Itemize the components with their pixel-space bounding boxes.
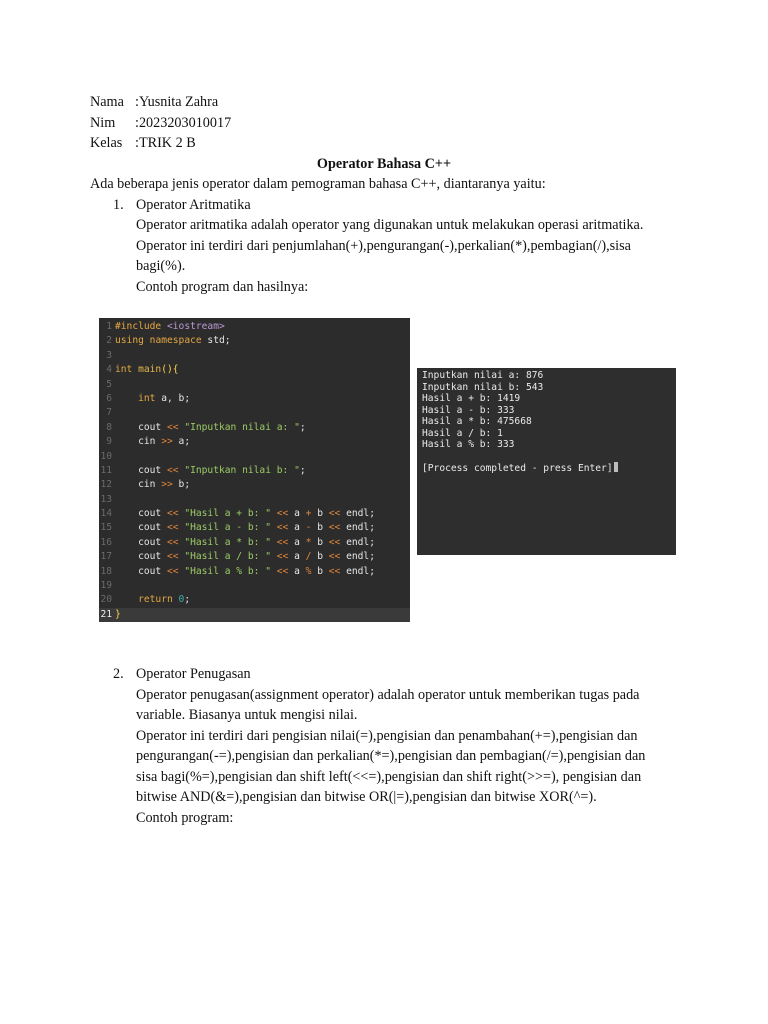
section2-line4: pengurangan(-=),pengisian dan perkalian(*=),pengisian dan pembagian(/=),pengisian dan: [136, 748, 646, 764]
code-text: cout << "Inputkan nilai b: ";: [115, 464, 306, 476]
terminal-line: Hasil a % b: 333: [422, 439, 515, 450]
terminal-line: Hasil a * b: 475668: [422, 416, 532, 427]
code-line: [99, 565, 410, 579]
class-label: Kelas: [90, 135, 123, 151]
section2-line5: sisa bagi(%=),pengisian dan shift left(<<=),pengisian dan shift right(>>=), pengisian dan: [136, 768, 642, 785]
section2-line1: Operator penugasan(assignment operator) adalah operator untuk memberikan tugas pada: [136, 686, 640, 703]
nim-row: [90, 113, 231, 134]
section2-number: 2.: [113, 666, 124, 682]
section1-heading: Operator Aritmatika: [136, 196, 251, 213]
code-line: [99, 421, 410, 435]
line-number: 7: [106, 407, 112, 419]
section1-line1: Operator aritmatika adalah operator yang digunakan untuk melakukan operasi aritmatika.: [136, 217, 644, 233]
code-line: [99, 320, 410, 334]
line-number: 21: [100, 608, 112, 620]
name-row: [90, 92, 218, 113]
line-number: 1: [106, 321, 112, 332]
terminal-output-image: [417, 368, 676, 555]
section1-line2: Operator ini terdiri dari penjumlahan(+),pengurangan(-),perkalian(*),pembagian(/),sisa: [136, 237, 631, 254]
section2-line7: Contoh program:: [136, 809, 234, 826]
line-number: 9: [106, 436, 112, 448]
code-line: [99, 536, 410, 550]
code-text: cin >> a;: [115, 436, 191, 448]
line-number: 11: [100, 464, 112, 476]
code-line: [99, 478, 410, 492]
nim-label: Nim: [90, 114, 116, 131]
terminal-line: Hasil a - b: 333: [422, 404, 515, 416]
class-row: [90, 133, 196, 154]
code-text: #include <iostream>: [115, 321, 225, 332]
code-line: [99, 579, 410, 593]
line-number: 17: [100, 551, 112, 563]
code-line: [99, 493, 410, 507]
section1-line3: bagi(%).: [136, 258, 186, 274]
name-label: Nama: [90, 94, 124, 110]
line-number: 3: [106, 349, 112, 361]
line-number: 6: [106, 392, 112, 404]
line-number: 14: [100, 508, 112, 520]
code-text: cin >> b;: [115, 479, 191, 491]
terminal-line: Hasil a / b: 1: [422, 427, 503, 439]
code-line: [99, 406, 410, 420]
name-value: :Yusnita Zahra: [135, 94, 219, 110]
section2-heading: Operator Penugasan: [136, 666, 251, 682]
section2-line6: bitwise AND(&=),pengisian dan bitwise OR(|=),pengisian dan bitwise XOR(^=).: [136, 789, 597, 805]
code-line: [99, 450, 410, 464]
section2-line2: variable. Biasanya untuk mengisi nilai.: [136, 707, 358, 723]
code-line: [99, 363, 410, 377]
terminal-line: Hasil a + b: 1419: [422, 393, 521, 404]
class-value: :TRIK 2 B: [135, 135, 196, 151]
code-text: int main(){: [115, 364, 179, 376]
terminal-line: Inputkan nilai a: 876: [422, 370, 544, 381]
line-number: 8: [106, 421, 112, 433]
intro-text: Ada beberapa jenis operator dalam pemograman bahasa C++, diantaranya yaitu:: [90, 176, 546, 192]
code-text: cout << "Inputkan nilai a: ";: [115, 421, 306, 433]
code-editor-image: [99, 318, 410, 622]
code-text: int a, b;: [138, 392, 191, 404]
line-number: 16: [100, 536, 112, 548]
code-line: [99, 349, 410, 363]
nim-value: :2023203010017: [135, 114, 232, 131]
code-text: using namespace std;: [115, 335, 231, 347]
code-text: cout << "Hasil a + b: " << a + b << endl;: [115, 508, 375, 520]
code-line: [99, 392, 410, 406]
terminal-line: [Process completed - press Enter]: [422, 462, 676, 474]
code-line: [99, 378, 410, 392]
code-line: [99, 507, 410, 521]
section1-line4: Contoh program dan hasilnya:: [136, 278, 309, 295]
code-line: [99, 521, 410, 535]
code-line: [99, 464, 410, 478]
code-text: cout << "Hasil a / b: " << a / b << endl;: [115, 551, 375, 563]
code-text: cout << "Hasil a - b: " << a - b << endl;: [115, 522, 375, 534]
terminal-line: [422, 451, 676, 463]
code-text: cout << "Hasil a % b: " << a % b << endl;: [115, 565, 375, 577]
page-title: Operator Bahasa C++: [316, 155, 452, 172]
line-number: 4: [106, 364, 112, 376]
code-text: }: [115, 608, 121, 620]
line-number: 13: [100, 493, 112, 505]
line-number: 20: [100, 594, 112, 606]
line-number: 5: [106, 378, 112, 390]
code-line: [99, 593, 410, 607]
code-text: return 0;: [138, 594, 191, 606]
section1-number: 1.: [113, 196, 124, 213]
line-number: 15: [100, 522, 112, 534]
line-number: 19: [100, 580, 112, 592]
code-text: cout << "Hasil a * b: " << a * b << endl;: [115, 536, 375, 548]
code-line: [99, 608, 410, 622]
code-line: [99, 334, 410, 348]
line-number: 2: [106, 335, 112, 347]
terminal-line: Inputkan nilai b: 543: [422, 381, 544, 393]
code-line: [99, 550, 410, 564]
cursor-block: [614, 462, 618, 472]
section2-line3: Operator ini terdiri dari pengisian nilai(=),pengisian dan penambahan(+=),pengisian dan: [136, 727, 638, 744]
line-number: 10: [100, 450, 112, 462]
line-number: 12: [100, 479, 112, 491]
line-number: 18: [100, 565, 112, 577]
code-line: [99, 435, 410, 449]
